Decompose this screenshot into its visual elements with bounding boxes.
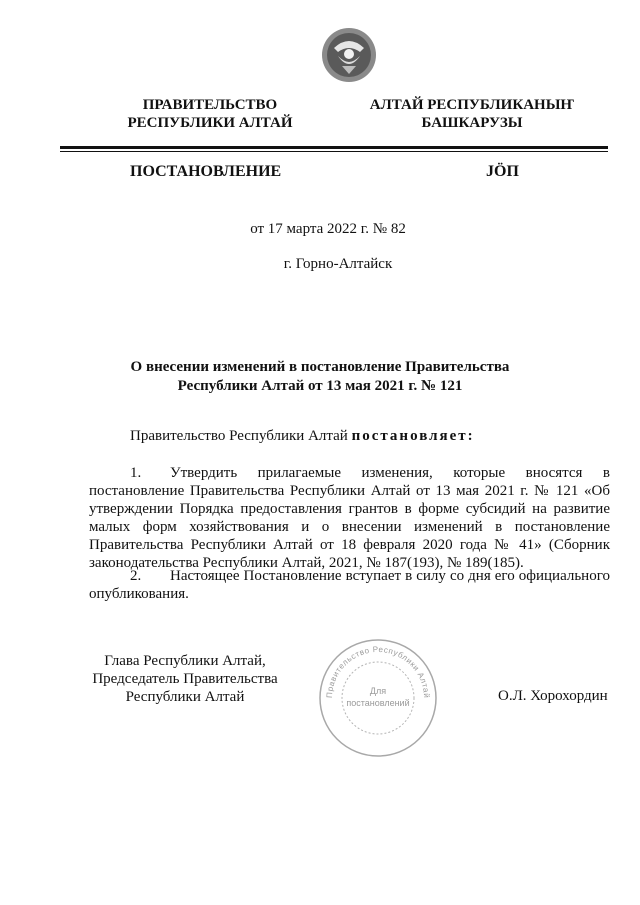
intro-verb: постановляет: bbox=[351, 428, 475, 444]
document-title bbox=[0, 358, 640, 396]
paragraph-2-number: 2. bbox=[130, 568, 142, 584]
date-line: от 17 марта 2022 г. № 82 bbox=[250, 221, 406, 237]
signatory-name: О.Л. Хорохордин bbox=[498, 688, 608, 704]
signatory-line1: Глава Республики Алтай, bbox=[104, 653, 266, 669]
signatory-line2: Председатель Правительства bbox=[92, 671, 278, 687]
seal-ring-text: Правительство Республики Алтай bbox=[324, 644, 432, 699]
intro-prefix: Правительство Республики Алтай bbox=[130, 428, 352, 444]
paragraph-1 bbox=[89, 464, 610, 572]
paragraph-2 bbox=[89, 567, 610, 603]
seal-center-line2: постановлений bbox=[346, 698, 410, 708]
paragraph-1-text: Утвердить прилагаемые изменения, которые вносятся в постановление Правительства Республики Алтай от 13 мая 2021 г. № 121 «Об утверждении Порядка предоставления грантов в форме субсидий на развитие малых форм хозяйствования и о внесении изменений в постановление Правительства Республики Алтай от 18 февраля 2020 года № 41» (Сборник законодательства Республики Алтай, 2021, № 187(193), № 189(185). bbox=[89, 465, 610, 571]
signatory-title bbox=[90, 652, 280, 706]
doc-type-altai: JÖП bbox=[486, 163, 519, 180]
header-rule-thin bbox=[60, 151, 608, 152]
signatory-line3: Республики Алтай bbox=[125, 689, 245, 705]
doc-type-russian: ПОСТАНОВЛЕНИЕ bbox=[130, 163, 282, 180]
title-line1: О внесении изменений в постановление Правительства bbox=[130, 359, 510, 375]
official-seal bbox=[316, 636, 440, 760]
header-left-line2: РЕСПУБЛИКИ АЛТАЙ bbox=[127, 115, 293, 131]
header-right-line2: БАШКАРУЗЫ bbox=[421, 115, 523, 131]
header-right-line1: АЛТАЙ РЕСПУБЛИКАНЫҤ bbox=[369, 97, 575, 113]
city-line: г. Горно-Алтайск bbox=[283, 256, 393, 272]
header-rule-thick bbox=[60, 146, 608, 149]
intro-line bbox=[130, 428, 475, 445]
seal-center-line1: Для bbox=[369, 686, 387, 696]
title-line2: Республики Алтай от 13 мая 2021 г. № 121 bbox=[177, 378, 463, 394]
header-left bbox=[95, 96, 325, 132]
paragraph-2-text: Настоящее Постановление вступает в силу со дня его официального опубликования. bbox=[89, 568, 610, 602]
paragraph-1-number: 1. bbox=[130, 465, 142, 481]
header-left-line1: ПРАВИТЕЛЬСТВО bbox=[142, 97, 278, 113]
republic-altai-emblem-icon bbox=[320, 26, 378, 84]
header-right bbox=[357, 96, 587, 132]
